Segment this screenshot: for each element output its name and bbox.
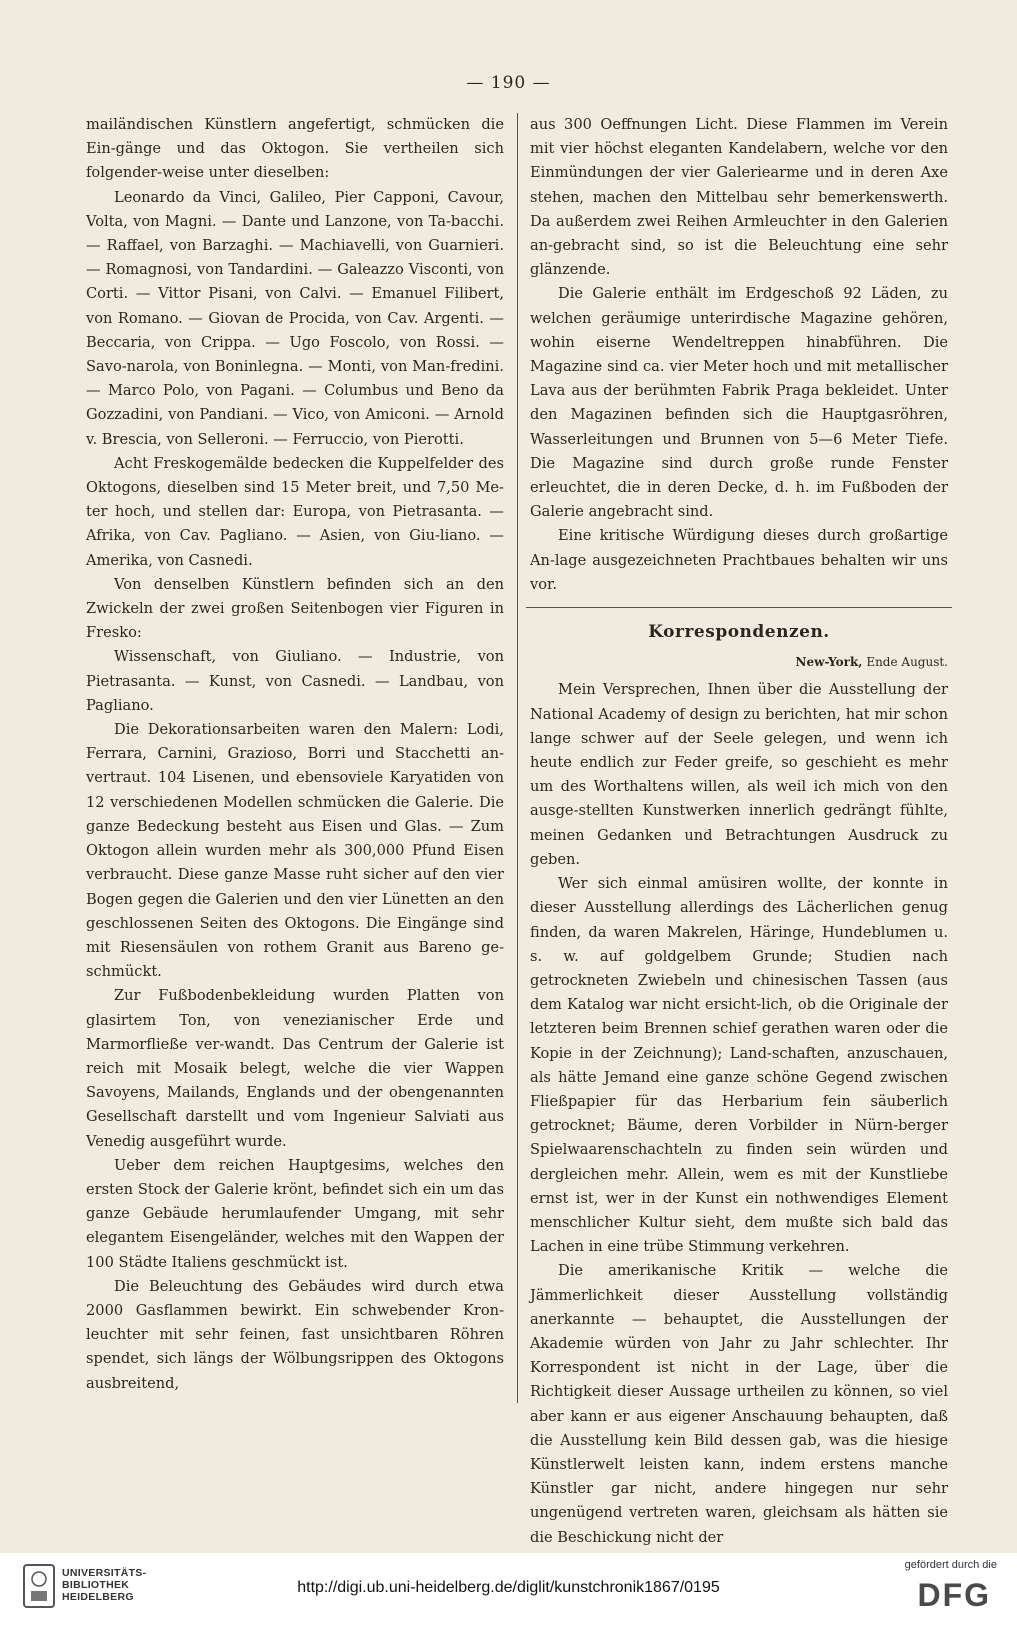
left-paragraph: Leonardo da Vinci, Galileo, Pier Capponi, Cavour, Volta, von Magni. — Dante und Lanzone, von Ta-bacchi. — Raffael, von Barzaghi. — Machiavelli, von Guarnieri. — Romagnosi, von Tandardini. — Galeazzo Visconti, von Corti. — Vittor Pisani, von Calvi. — Emanuel Filibert, von Romano. — Giovan de Procida, von Cav. Argenti. — Beccaria, von Crippa. — Ugo Foscolo, von Rossi. — Savo-narola, von Boninlegna. — Monti, von Man-fredini. — Marco Polo, von Pagani. — Columbus und Beno da Gozzadini, von Pandiani. — Vico, von Amiconi. — Arnold v. Brescia, von Selleroni. — Ferruccio, von Pierotti. [86,188,504,448]
library-name-line: BIBLIOTHEK [62,1579,130,1591]
left-paragraph: Von denselben Künstlern befinden sich an den Zwickeln der zwei großen Seitenbogen vier Figuren in Fresko: [86,575,504,642]
funded-by-label: gefördert durch die [904,1559,997,1571]
right-paragraph: Wer sich einmal amüsiren wollte, der konnte in dieser Ausstellung allerdings des Lächerlichen genug finden, da waren Makrelen, Häringe, Hundeblumen u. s. w. auf goldgelbem Grunde; Studien nach getrockneten Zwiebeln und chinesischen Tassen (aus dem Katalog war nicht ersicht-lich, ob die Originale der letzteren beim Brennen schief gerathen waren oder die Kopie in der Zeichnung); Land-schaften, anzuschauen, als hätte Jemand eine ganze schöne Gegend zwischen Fließpapier für das Herbarium fein säuberlich getrocknet; Bäume, deren Vorbilder in Nürn-berger Spielwaarenschachteln zu finden sein würden und dergleichen mehr. Allein, wem es mit der Kunstliebe ernst ist, wer in der Kunst ein nothwendiges Element menschlicher Kultur sieht, dem mußte sich bald das Lachen in eine trübe Stimmung verkehren. [530,875,948,1256]
dfg-logo: DFG [917,1577,991,1613]
dateline-date: Ende August. [866,655,948,670]
permalink-url[interactable]: http://digi.ub.uni-heidelberg.de/diglit/kunstchronik1867/0195 [297,1579,720,1596]
right-paragraph: aus 300 Oeffnungen Licht. Diese Flammen im Verein mit vier höchst eleganten Kandelabern, welche vor den Einmündungen der vier Galeriearme und in deren Axe stehen, machen den Mittelbau sehr bemerkenswerth. Da außerdem zwei Reihen Armleuchter in den Galerien an-gebracht sind, so ist die Beleuchtung eine sehr glänzende. [530,116,948,279]
left-paragraph: Wissenschaft, von Giuliano. — Industrie, von Pietrasanta. — Kunst, von Casnedi. — Landbau, von Pagliano. [86,648,504,714]
right-paragraph: Die Galerie enthält im Erdgeschoß 92 Läden, zu welchen geräumige unterirdische Magazine gehören, wohin eiserne Wendeltreppen hinabführen. Die Magazine sind ca. vier Meter hoch und mit metallischer Lava aus der berühmten Fabrik Praga bekleidet. Unter den Magazinen befinden sich die Hauptgasröhren, Wasserleitungen und Brunnen von 5—6 Meter Tiefe. Die Magazine sind durch große runde Fenster erleuchtet, die in deren Decke, d. h. im Fußboden der Galerie angebracht sind. [530,285,948,521]
right-paragraph: Eine kritische Würdigung dieses durch großartige An-lage ausgezeichneten Prachtbaues behalten wir uns vor. [530,527,948,593]
right-paragraph: Mein Versprechen, Ihnen über die Ausstellung der National Academy of design zu berichten, hat mir schon lange schwer auf der Seele gelegen, und wenn ich heute endlich zur Feder greife, so geschieht es mehr um des Worthaltens willen, als weil ich mich von den ausge-stellten Kunstwerken innerlich gedrängt fühlte, meinen Gedanken und Betrachtungen Ausdruck zu geben. [530,681,948,868]
left-paragraph: mailändischen Künstlern angefertigt, schmücken die Ein-gänge und das Oktogon. Sie vertheilen sich folgender-weise unter dieselben: [86,116,504,182]
left-column [86,113,504,1396]
section-rule [526,607,952,608]
left-paragraph: Die Beleuchtung des Gebäudes wird durch etwa 2000 Gasflammen bewirkt. Ein schwebender Kron-leuchter mit sehr feinen, fast unsichtbaren Röhren spendet, sich längs der Wölbungsrippen des Oktogons ausbreitend, [86,1277,504,1392]
right-paragraph: Die amerikanische Kritik — welche die Jämmerlichkeit dieser Ausstellung vollständig anerkannte — behauptet, die Ausstellungen der Akademie würden von Jahr zu Jahr schlechter. Ihr Korrespondent ist nicht in der Lage, über die Richtigkeit dieser Aussage urtheilen zu können, so viel aber kann er aus eigener Anschauung behaupten, daß die Ausstellung kein Bild dessen gab, was die hiesige Künstlerwelt leisten kann, indem erstens manche Künstler gar nicht, andere hingegen nur sehr ungenügend vertreten waren, gleichsam als hätten sie die Beschickung nicht der [530,1262,948,1546]
section-heading: Korrespondenzen. [648,622,830,643]
column-divider [517,113,518,1403]
right-column [530,113,948,1550]
left-paragraph: Ueber dem reichen Hauptgesims, welches den ersten Stock der Galerie krönt, befindet sich ein um das ganze Gebäude herumlaufender Umgang, mit sehr elegantem Eisengeländer, welches mit den Wappen der 100 Städte Italiens geschmückt ist. [86,1156,504,1271]
page-number: — 190 — [466,73,551,93]
left-paragraph: Acht Freskogemälde bedecken die Kuppelfelder des Oktogons, dieselben sind 15 Meter breit, und 7,50 Me-ter hoch, und stellen dar: Europa, von Pietrasanta. — Afrika, von Cav. Pagliano. — Asien, von Giu-liano. — Amerika, von Casnedi. [86,454,504,569]
dateline-place: New-York, [795,655,863,670]
dateline [530,650,948,674]
library-name-line: HEIDELBERG [62,1591,134,1603]
left-paragraph: Die Dekorationsarbeiten waren den Malern: Lodi, Ferrara, Carnini, Grazioso, Borri und Stacchetti an-vertraut. 104 Lisenen, und ebensoviele Karyatiden von 12 verschiedenen Modellen schmücken die Galerie. Die ganze Bedeckung besteht aus Eisen und Glas. — Zum Oktogon allein wurden mehr als 300,000 Pfund Eisen verbraucht. Diese ganze Masse ruht sicher auf den vier Bogen gegen die Galerien und den vier Lünetten an den geschlossenen Seiten des Oktogons. Die Eingänge sind mit Riesensäulen von rothem Granit aus Bareno ge-schmückt. [86,721,504,981]
left-paragraph: Zur Fußbodenbekleidung wurden Platten von glasirtem Ton, von venezianischer Erde und Marmorfließe ver-wandt. Das Centrum der Galerie ist reich mit Mosaik belegt, welche die vier Wappen Savoyens, Mailands, Englands und der obengenannten Gesellschaft darstellt und vom Ingenieur Salviati aus Venedig ausgeführt wurde. [86,987,504,1150]
viewer-footer [0,1553,1017,1625]
library-name-line: UNIVERSITÄTS- [62,1567,147,1579]
